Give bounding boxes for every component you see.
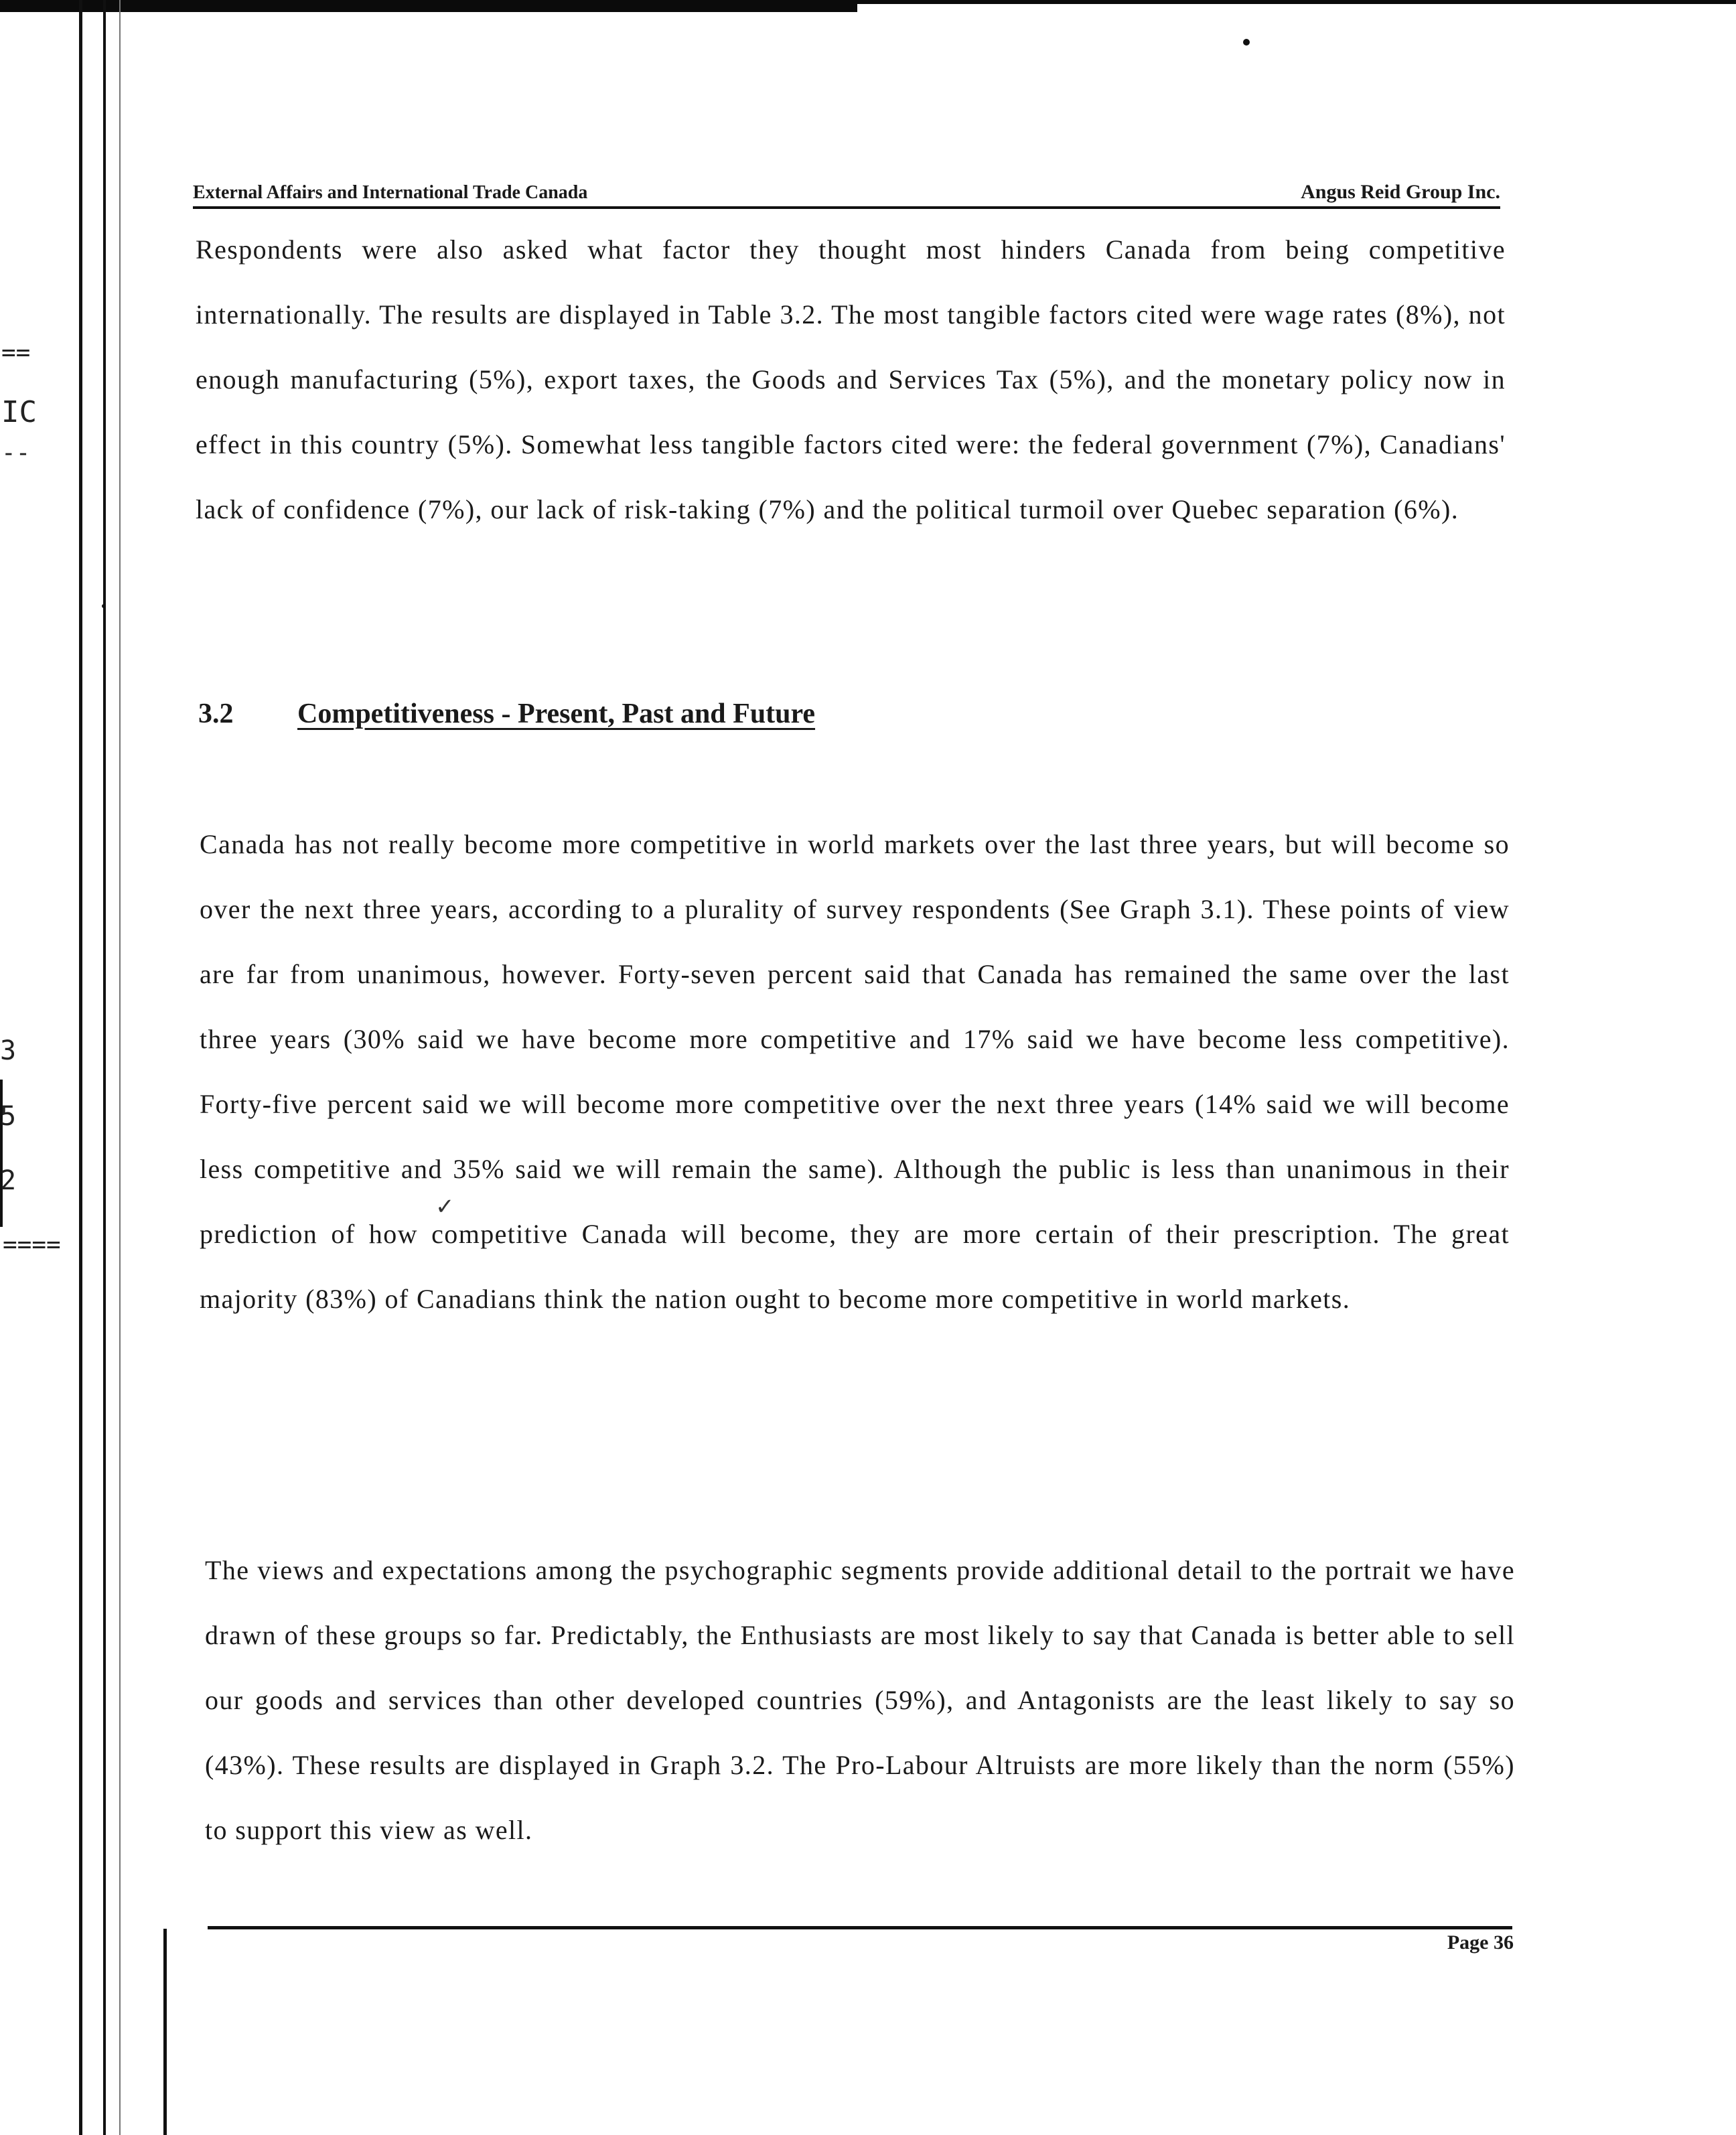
paragraph-psychographic-segments: The views and expectations among the psychographic segments provide additional detail to the portrait we have drawn of these groups so far. Predictably, the Enthusiasts are most likely to say that Canada is better able to sell our goods and services than other developed countries (59%), and Antagonists are the least likely to say so (43%). These results are displayed in Graph 3.2. The Pro-Labour Altruists are more likely than the norm (55%) to support this view as well. [205,1555,1515,1845]
binding-line-outer [79,0,82,2135]
margin-fragment: == [1,339,31,366]
running-header [193,174,1500,209]
section-heading [198,698,815,730]
footer-rule [208,1926,1512,1929]
header-company: Angus Reid Group Inc. [1301,181,1500,203]
scan-top-border-thin [857,0,1736,4]
margin-fragment: 2 [0,1165,17,1196]
margin-fragment: IC [1,395,37,429]
binding-line-inner [103,0,106,2135]
binding-line-faint [119,0,121,2135]
header-organization: External Affairs and International Trade Canada [193,182,588,203]
scan-top-border [0,0,857,12]
binding-line-lower [163,1929,167,2135]
scan-speck [102,604,106,608]
section-number: 3.2 [198,698,234,729]
margin-fragment: -- [1,439,31,467]
scan-speck [1243,39,1250,46]
pencil-tick-mark: ✓ [435,1195,455,1220]
page-number: Page 36 [1447,1931,1514,1954]
section-title: Competitiveness - Present, Past and Future [297,698,816,729]
margin-fragment: ==== [3,1231,61,1258]
paragraph-hindering-factors: Respondents were also asked what factor they thought most hinders Canada from being competitive internationally. The results are displayed in Table 3.2. The most tangible factors cited were wage rates (8%), not enough manufacturing (5%), export taxes, the Goods and Services Tax (5%), and the monetary policy now in effect in this country (5%). Somewhat less tangible factors cited were: the federal government (7%), Canadians' lack of confidence (7%), our lack of risk-taking (7%) and the political turmoil over Quebec separation (6%). [196,234,1506,524]
margin-fragment: 5 [0,1101,17,1132]
paragraph-competitiveness: Canada has not really become more competitive in world markets over the last three years, but will become so over the next three years, according to a plurality of survey respondents (See Graph 3.1). These points of view are far from unanimous, however. Forty-seven percent said that Canada has remained the same over the last three years (30% said we have become more competitive and 17% said we have become less competitive). Forty-five percent said we will become more competitive over the next three years (14% said we will become less competitive and 35% said we will remain the same). Although the public is less than unanimous in their prediction of how competitive Canada will become, they are more certain of their prescription. The great majority (83%) of Canadians think the nation ought to become more competitive in world markets. [200,829,1510,1314]
margin-fragment: 3 [0,1035,17,1066]
